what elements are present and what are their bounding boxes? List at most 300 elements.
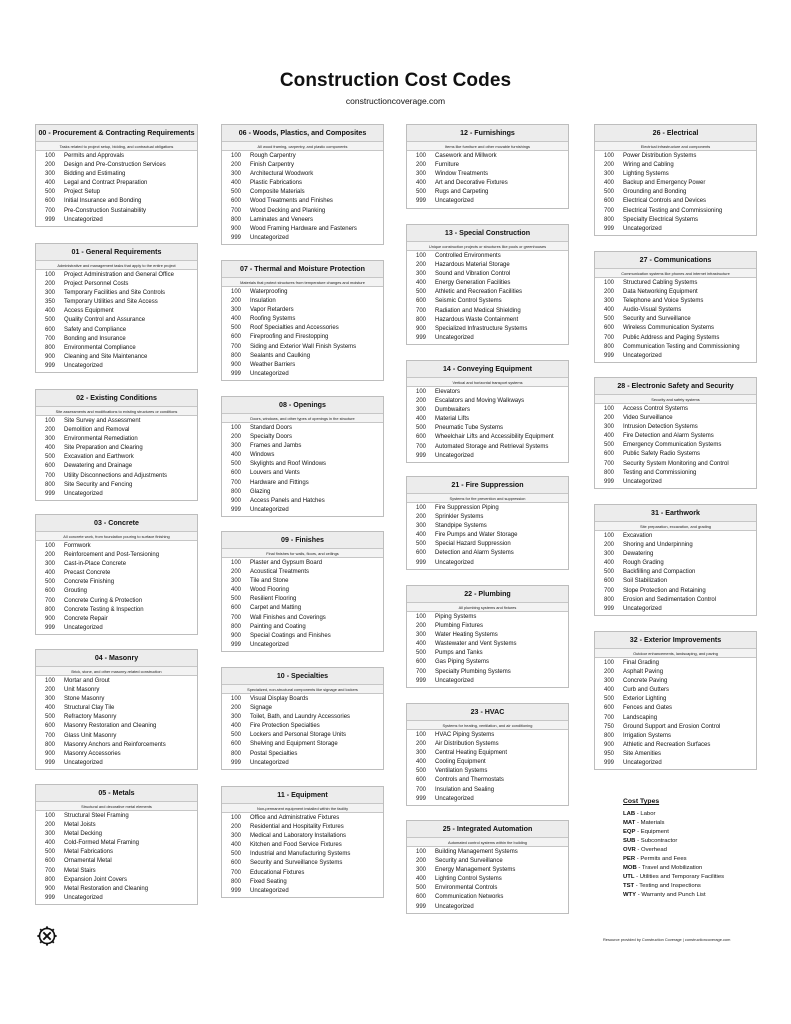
cost-type-label: Labor <box>640 811 656 817</box>
item-code: 700 <box>45 472 56 479</box>
item-code: 600 <box>231 198 242 205</box>
item-code: 100 <box>231 815 242 821</box>
list-item <box>222 506 383 515</box>
item-name: Uncategorized <box>64 216 103 223</box>
list-item <box>407 740 568 749</box>
section-description: Communication systems like phones and internet infrastructure <box>595 269 756 278</box>
separator: - <box>636 892 642 899</box>
list-item <box>407 903 568 912</box>
item-name: Frames and Jambs <box>250 443 302 450</box>
item-code: 700 <box>45 207 56 214</box>
cost-code-section <box>406 224 569 345</box>
list-item <box>36 426 197 435</box>
item-name: Backup and Emergency Power <box>623 180 706 187</box>
cost-type-code: LAB <box>623 811 636 817</box>
item-code: 900 <box>45 353 56 360</box>
item-code: 200 <box>416 858 427 865</box>
item-code: 400 <box>231 452 242 459</box>
cost-type-code: WTY <box>623 892 637 899</box>
cost-type-code: UTL <box>623 874 635 881</box>
list-item <box>222 759 383 768</box>
section-description: Electrical infrastructure and components <box>595 142 756 151</box>
section-items <box>36 270 197 372</box>
item-name: Concrete Curing & Protection <box>64 597 143 604</box>
section-items <box>595 151 756 235</box>
item-name: Demolition and Removal <box>64 427 130 434</box>
item-name: Uncategorized <box>435 677 474 684</box>
item-code: 800 <box>45 741 56 748</box>
list-item <box>36 353 197 362</box>
item-code: 900 <box>604 741 615 748</box>
item-name: Asphalt Paving <box>623 669 664 676</box>
list-item <box>36 197 197 206</box>
item-name: Security and Surveillance <box>435 858 503 865</box>
item-name: Medical and Laboratory Installations <box>250 833 347 840</box>
list-item <box>595 541 756 550</box>
list-item <box>407 640 568 649</box>
cost-type-code: SUB <box>623 838 636 845</box>
item-name: Audio-Visual Systems <box>623 307 682 314</box>
item-code: 500 <box>604 696 615 703</box>
list-item <box>36 821 197 830</box>
item-name: Temporary Utilities and Site Access <box>64 299 158 306</box>
list-item <box>407 522 568 531</box>
item-name: Security and Surveillance Systems <box>250 860 343 867</box>
item-code: 999 <box>416 677 427 684</box>
cost-type-label: Equipment <box>640 829 669 836</box>
item-name: Plastic Fabrications <box>250 180 303 187</box>
section-description: Doors, windows, and other types of openings in the structure <box>222 414 383 423</box>
list-item <box>595 478 756 487</box>
list-item <box>407 540 568 549</box>
section-description: Specialized, non-structural components like signage and lockers <box>222 685 383 694</box>
cost-code-section <box>594 631 757 770</box>
page-subtitle: constructioncoverage.com <box>345 96 446 106</box>
item-name: Masonry Restoration and Cleaning <box>64 723 157 730</box>
item-code: 999 <box>604 478 615 485</box>
item-name: Metal Fabrications <box>64 849 114 856</box>
item-code: 200 <box>231 298 242 305</box>
item-name: Special Hazard Suppression <box>435 541 511 548</box>
item-name: Architectural Woodwork <box>250 171 314 178</box>
list-item <box>595 423 756 432</box>
section-title: 02 - Existing Conditions <box>36 390 197 407</box>
item-code: 500 <box>45 579 56 586</box>
cost-code-section <box>35 784 198 905</box>
item-code: 500 <box>416 541 427 548</box>
item-code: 750 <box>604 723 615 730</box>
cost-type-item <box>623 891 724 900</box>
item-code: 999 <box>231 759 242 766</box>
item-name: Structural Steel Framing <box>64 813 129 819</box>
section-items <box>36 676 197 769</box>
item-name: Uncategorized <box>64 490 103 497</box>
item-code: 500 <box>416 425 427 432</box>
item-name: Plaster and Gypsum Board <box>250 560 323 566</box>
item-code: 800 <box>604 343 615 350</box>
item-code: 500 <box>416 289 427 296</box>
item-code: 999 <box>45 894 56 901</box>
list-item <box>222 324 383 333</box>
item-name: Lighting Control Systems <box>435 876 502 883</box>
item-code: 600 <box>416 434 427 441</box>
list-item <box>36 857 197 866</box>
item-name: Signage <box>250 705 273 712</box>
item-code: 999 <box>416 334 427 341</box>
item-code: 800 <box>231 623 242 630</box>
item-code: 350 <box>45 299 56 306</box>
section-description: Outdoor enhancements, landscaping, and paving <box>595 649 756 658</box>
list-item <box>595 559 756 568</box>
list-item <box>222 333 383 342</box>
item-name: Uncategorized <box>64 624 103 631</box>
item-name: Backfilling and Compaction <box>623 569 696 576</box>
item-code: 100 <box>416 153 427 159</box>
item-name: Wall Finishes and Coverings <box>250 614 326 621</box>
list-item <box>222 641 383 650</box>
section-items <box>595 404 756 488</box>
item-name: Formwork <box>64 543 91 549</box>
list-item <box>595 170 756 179</box>
list-item <box>407 857 568 866</box>
item-name: Pneumatic Tube Systems <box>435 425 504 432</box>
list-item <box>407 658 568 667</box>
item-code: 400 <box>45 705 56 712</box>
section-title: 11 - Equipment <box>222 787 383 804</box>
item-code: 800 <box>604 469 615 476</box>
item-name: Wood Flooring <box>250 587 289 594</box>
item-name: HVAC Piping Systems <box>435 732 495 738</box>
list-item <box>36 624 197 633</box>
item-code: 200 <box>45 427 56 434</box>
list-item <box>595 460 756 469</box>
list-item <box>222 878 383 887</box>
section-description: Site assessments and modifications to existing structures or conditions <box>36 407 197 416</box>
list-item <box>36 615 197 624</box>
item-name: Exterior Lighting <box>623 696 667 703</box>
item-code: 900 <box>45 885 56 892</box>
cost-code-section <box>594 124 757 236</box>
item-name: Project Administration and General Office <box>64 272 174 278</box>
list-item <box>36 152 197 161</box>
list-item <box>407 559 568 568</box>
item-code: 999 <box>604 605 615 612</box>
list-item <box>407 279 568 288</box>
item-name: Masonry Accessories <box>64 750 121 757</box>
item-name: Temporary Facilities and Site Controls <box>64 290 166 297</box>
cost-code-section <box>221 124 384 245</box>
list-item <box>222 460 383 469</box>
item-name: Electrical Controls and Devices <box>623 198 707 205</box>
item-name: Laminates and Veneers <box>250 216 314 223</box>
list-item <box>407 848 568 857</box>
item-code: 800 <box>231 750 242 757</box>
section-description: Items like furniture and other movable furnishings <box>407 142 568 151</box>
item-code: 100 <box>416 253 427 259</box>
item-name: Siding and Exterior Wall Finish Systems <box>250 343 357 350</box>
item-name: Erosion and Sedimentation Control <box>623 596 717 603</box>
item-code: 600 <box>45 723 56 730</box>
list-item <box>407 152 568 161</box>
item-code: 300 <box>45 561 56 568</box>
section-description: Security and safety systems <box>595 395 756 404</box>
item-name: Kitchen and Food Service Fixtures <box>250 842 342 849</box>
item-code: 900 <box>45 750 56 757</box>
item-name: Concrete Finishing <box>64 579 115 586</box>
item-code: 200 <box>416 262 427 269</box>
item-name: Building Management Systems <box>435 849 518 855</box>
list-item <box>222 479 383 488</box>
list-item <box>36 578 197 587</box>
list-item <box>407 433 568 442</box>
item-code: 700 <box>604 334 615 341</box>
list-item <box>407 288 568 297</box>
list-item <box>36 560 197 569</box>
list-item <box>222 424 383 433</box>
item-name: Bidding and Estimating <box>64 171 126 178</box>
list-item <box>595 315 756 324</box>
section-items <box>36 541 197 634</box>
list-item <box>222 197 383 206</box>
list-item <box>36 894 197 903</box>
list-item <box>595 723 756 732</box>
item-code: 100 <box>604 533 615 539</box>
cost-type-item <box>623 810 724 819</box>
cost-type-item <box>623 819 724 828</box>
item-name: Uncategorized <box>435 334 474 341</box>
section-items <box>407 151 568 208</box>
list-item <box>36 490 197 499</box>
item-code: 100 <box>416 849 427 855</box>
item-code: 800 <box>231 878 242 885</box>
section-items <box>222 694 383 769</box>
list-item <box>407 549 568 558</box>
item-code: 700 <box>604 207 615 214</box>
list-item <box>222 216 383 225</box>
list-item <box>222 750 383 759</box>
section-items <box>36 811 197 904</box>
item-code: 800 <box>45 606 56 613</box>
item-name: Specialty Plumbing Systems <box>435 668 511 675</box>
item-code: 700 <box>604 460 615 467</box>
item-name: Glazing <box>250 488 271 495</box>
item-name: Dewatering and Drainage <box>64 463 133 470</box>
item-name: Structural Clay Tile <box>64 705 115 712</box>
list-item <box>407 397 568 406</box>
section-title: 22 - Plumbing <box>407 586 568 603</box>
list-item <box>222 695 383 704</box>
item-code: 700 <box>231 614 242 621</box>
section-items <box>407 730 568 805</box>
item-code: 200 <box>604 669 615 676</box>
item-code: 100 <box>416 732 427 738</box>
item-code: 200 <box>231 824 242 831</box>
list-item <box>407 767 568 776</box>
list-item <box>595 741 756 750</box>
item-code: 500 <box>231 325 242 332</box>
item-name: Pumps and Tanks <box>435 650 483 657</box>
list-item <box>36 326 197 335</box>
list-item <box>595 677 756 686</box>
item-name: Rough Carpentry <box>250 153 296 159</box>
item-name: Utility Disconnections and Adjustments <box>64 472 168 479</box>
item-name: Uncategorized <box>250 370 289 377</box>
cost-type-label: Warranty and Punch List <box>641 892 706 899</box>
item-code: 200 <box>416 623 427 630</box>
section-description: Final finishes for walls, floors, and ceilings <box>222 549 383 558</box>
item-code: 700 <box>416 786 427 793</box>
item-name: Precast Concrete <box>64 570 111 577</box>
item-name: Wheelchair Lifts and Accessibility Equipment <box>435 434 554 441</box>
list-item <box>222 869 383 878</box>
item-name: Fences and Gates <box>623 705 673 712</box>
item-name: Wood Treatments and Finishes <box>250 198 333 205</box>
list-item <box>595 605 756 614</box>
list-item <box>595 695 756 704</box>
item-code: 100 <box>604 153 615 159</box>
item-code: 900 <box>416 325 427 332</box>
item-code: 100 <box>45 153 56 159</box>
cost-type-item <box>623 864 724 873</box>
list-item <box>595 704 756 713</box>
list-item <box>222 887 383 896</box>
item-name: Concrete Testing & Inspection <box>64 606 144 613</box>
item-name: Uncategorized <box>64 759 103 766</box>
item-code: 600 <box>45 198 56 205</box>
item-name: Public Address and Paging Systems <box>623 334 720 341</box>
item-code: 300 <box>416 867 427 874</box>
item-code: 300 <box>231 443 242 450</box>
item-name: Plumbing Fixtures <box>435 623 484 630</box>
list-item <box>595 297 756 306</box>
item-code: 100 <box>45 543 56 549</box>
item-name: Insulation and Sealing <box>435 786 495 793</box>
item-code: 999 <box>416 795 427 802</box>
item-code: 700 <box>231 479 242 486</box>
cost-code-section <box>221 531 384 652</box>
item-name: Radiation and Medical Shielding <box>435 307 521 314</box>
item-name: Data Networking Equipment <box>623 289 698 296</box>
item-code: 999 <box>231 370 242 377</box>
list-item <box>407 776 568 785</box>
item-code: 200 <box>604 542 615 549</box>
list-item <box>36 316 197 325</box>
item-name: Legal and Contract Preparation <box>64 180 148 187</box>
item-name: Uncategorized <box>250 234 289 241</box>
item-name: Louvers and Vents <box>250 470 300 477</box>
cost-code-section <box>594 504 757 616</box>
item-name: Metal Restoration and Cleaning <box>64 885 149 892</box>
list-item <box>222 161 383 170</box>
list-item <box>36 732 197 741</box>
section-items <box>595 278 756 362</box>
item-code: 500 <box>45 714 56 721</box>
cost-types-title: Cost Types <box>623 798 660 805</box>
item-name: Uncategorized <box>250 506 289 513</box>
item-code: 999 <box>45 624 56 631</box>
list-item <box>407 622 568 631</box>
section-title: 14 - Conveying Equipment <box>407 361 568 378</box>
item-code: 500 <box>416 650 427 657</box>
list-item <box>222 841 383 850</box>
list-item <box>222 343 383 352</box>
item-code: 900 <box>231 361 242 368</box>
item-code: 300 <box>416 171 427 178</box>
list-item <box>222 604 383 613</box>
list-item <box>407 424 568 433</box>
item-code: 700 <box>45 597 56 604</box>
list-item <box>407 270 568 279</box>
list-item <box>595 288 756 297</box>
list-item <box>407 613 568 622</box>
item-code: 400 <box>416 876 427 883</box>
list-item <box>36 335 197 344</box>
list-item <box>222 352 383 361</box>
list-item <box>36 307 197 316</box>
list-item <box>407 188 568 197</box>
item-name: Pre-Construction Sustainability <box>64 207 147 214</box>
item-name: Wood Framing Hardware and Fasteners <box>250 225 357 232</box>
separator: - <box>635 811 641 817</box>
item-code: 600 <box>231 470 242 477</box>
item-code: 500 <box>45 849 56 856</box>
item-code: 700 <box>45 867 56 874</box>
item-name: Structured Cabling Systems <box>623 280 698 286</box>
item-name: Finish Carpentry <box>250 162 295 169</box>
item-name: Curb and Gutters <box>623 687 670 694</box>
item-code: 300 <box>604 678 615 685</box>
section-title: 21 - Fire Suppression <box>407 477 568 494</box>
item-code: 600 <box>604 705 615 712</box>
section-description: All concrete work, from foundation pouring to surface finishing <box>36 532 197 541</box>
item-code: 600 <box>231 605 242 612</box>
item-code: 700 <box>416 668 427 675</box>
item-name: Quality Control and Assurance <box>64 317 146 324</box>
item-code: 100 <box>45 813 56 819</box>
item-name: Excavation and Earthwork <box>64 454 134 461</box>
item-name: Telephone and Voice Systems <box>623 298 704 305</box>
item-code: 999 <box>416 559 427 566</box>
list-item <box>222 713 383 722</box>
item-code: 999 <box>416 198 427 205</box>
separator: - <box>635 829 641 836</box>
item-name: Fire Suppression Piping <box>435 505 499 511</box>
item-code: 300 <box>604 171 615 178</box>
item-code: 300 <box>231 171 242 178</box>
item-name: Intrusion Detection Systems <box>623 424 698 431</box>
item-name: Safety and Compliance <box>64 326 127 333</box>
item-name: Cast-in-Place Concrete <box>64 561 127 568</box>
item-name: Grouting <box>64 588 88 595</box>
item-code: 200 <box>231 569 242 576</box>
section-items <box>222 287 383 380</box>
item-code: 100 <box>45 678 56 684</box>
item-code: 900 <box>45 615 56 622</box>
item-name: Visual Display Boards <box>250 696 309 702</box>
list-item <box>36 216 197 225</box>
section-title: 13 - Special Construction <box>407 225 568 242</box>
list-item <box>222 577 383 586</box>
cost-code-section <box>406 124 569 209</box>
item-name: Initial Insurance and Bonding <box>64 198 142 205</box>
item-code: 500 <box>231 851 242 858</box>
section-title: 06 - Woods, Plastics, and Composites <box>222 125 383 142</box>
item-code: 400 <box>231 842 242 849</box>
item-code: 400 <box>416 641 427 648</box>
item-name: Educational Fixtures <box>250 869 305 876</box>
list-item <box>222 442 383 451</box>
item-code: 100 <box>231 425 242 431</box>
